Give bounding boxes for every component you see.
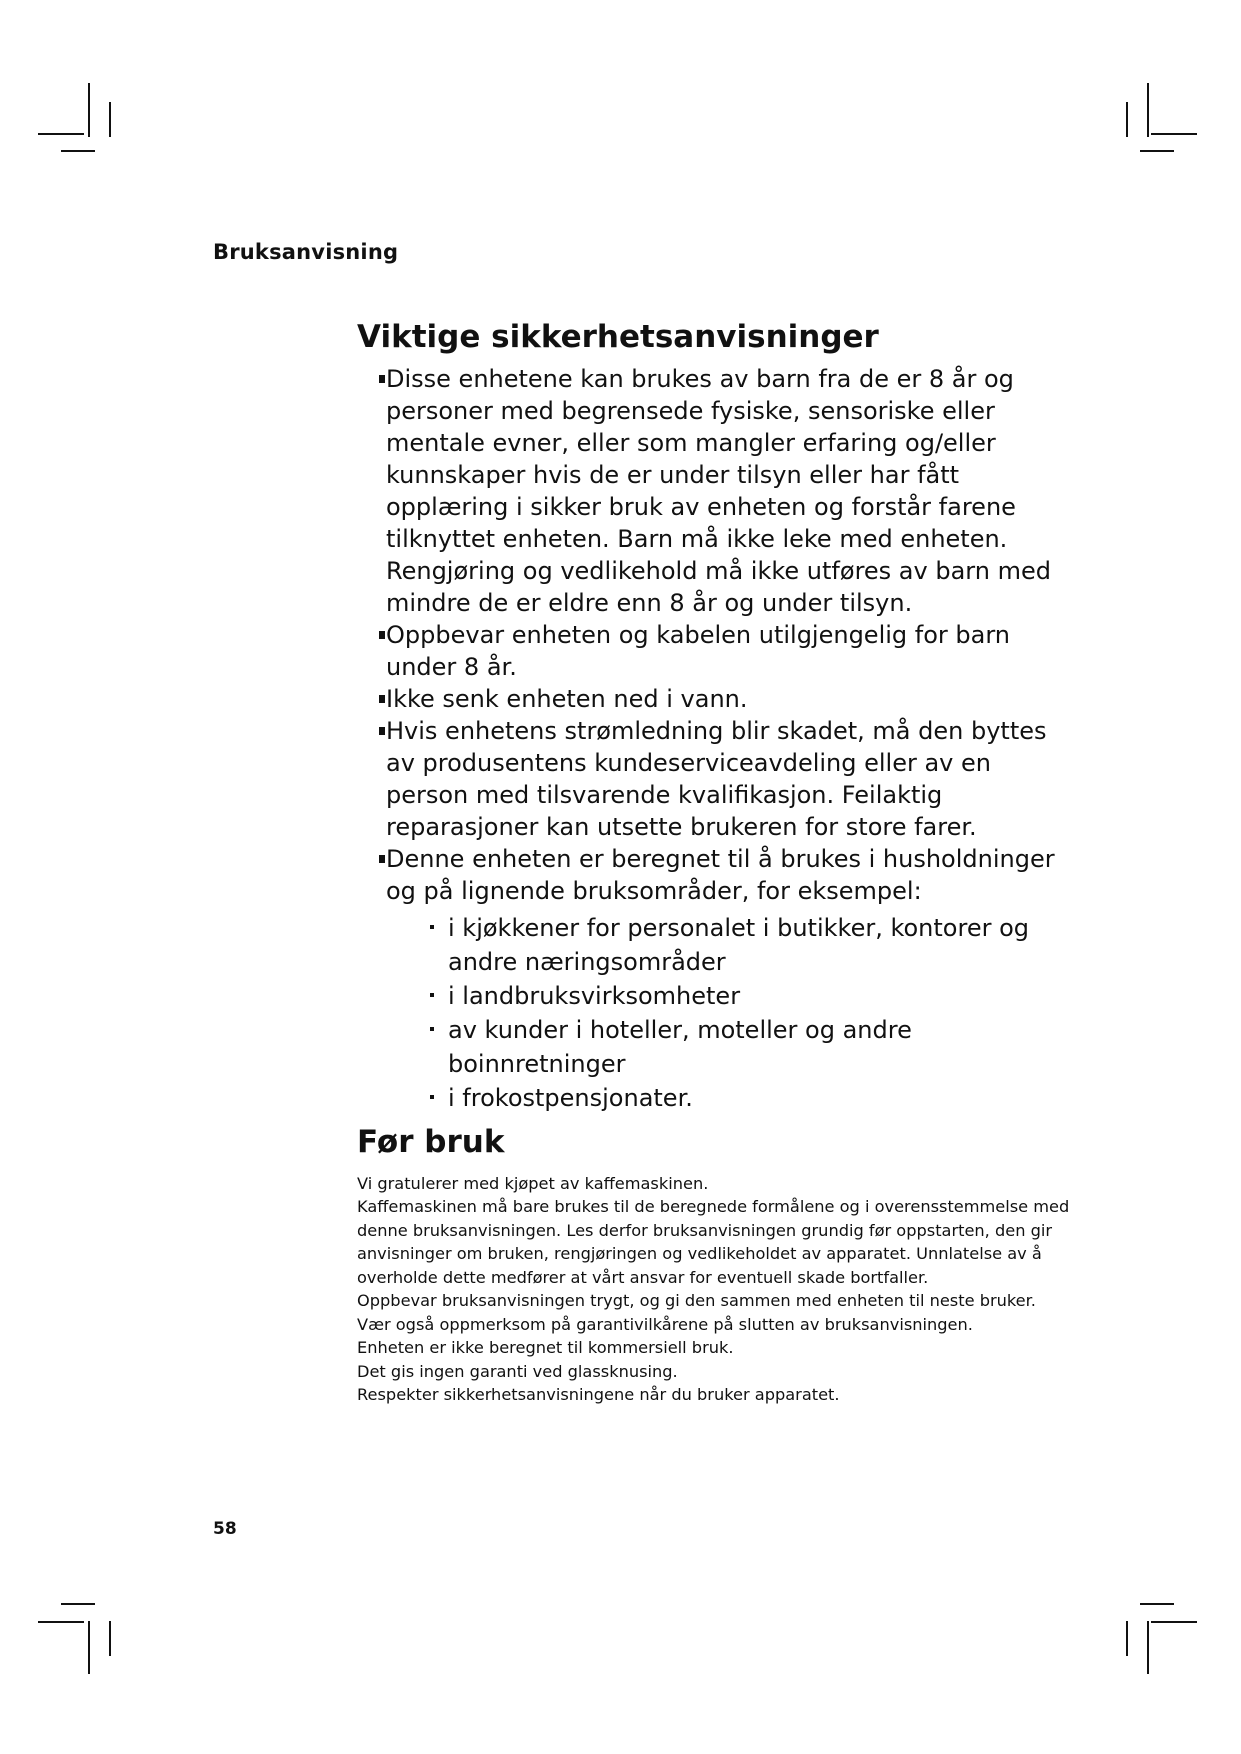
bullet-square-icon bbox=[379, 631, 385, 639]
sub-list-item: i frokostpensjonater. bbox=[386, 1081, 1077, 1115]
paragraph: Vær også oppmerksom på garantivilkårene på slutten av bruksanvisningen. bbox=[357, 1314, 973, 1334]
bullet-dot-icon bbox=[430, 925, 434, 929]
before-use-title: Før bruk bbox=[357, 1123, 505, 1160]
list-item: Oppbevar enheten og kabelen utilgjengelig for barn under 8 år. bbox=[357, 619, 1077, 683]
safety-title: Viktige sikkerhetsanvisninger bbox=[357, 319, 879, 355]
bullet-square-icon bbox=[379, 375, 385, 383]
bullet-dot-icon bbox=[430, 993, 434, 997]
safety-list bbox=[357, 363, 1077, 1115]
page-number: 58 bbox=[213, 1519, 237, 1539]
bullet-square-icon bbox=[379, 855, 385, 863]
paragraph: Enheten er ikke beregnet til kommersiell bruk. bbox=[357, 1338, 734, 1357]
paragraph: Det gis ingen garanti ved glassknusing. bbox=[357, 1361, 678, 1381]
main-content bbox=[357, 318, 1077, 1407]
bullet-dot-icon bbox=[430, 1027, 434, 1031]
sub-list-item: av kunder i hoteller, moteller og andre boinnretninger bbox=[386, 1013, 1077, 1081]
paragraph: Vi gratulerer med kjøpet av kaffemaskinen. bbox=[357, 1173, 709, 1193]
sub-list-item: i kjøkkener for personalet i butikker, kontorer og andre næringsområder bbox=[386, 911, 1077, 979]
list-item: Hvis enhetens strømledning blir skadet, må den byttes av produsentens kundeserviceavdeling eller av en person med tilsvarende kvalifikasjon. Feilaktig reparasjoner kan utsette brukeren for store farer. bbox=[357, 715, 1077, 843]
before-use-text bbox=[357, 1172, 1077, 1407]
list-item: Disse enhetene kan brukes av barn fra de er 8 år og personer med begrensede fysiske, sensoriske eller mentale evner, eller som mangler erfaring og/eller kunnskaper hvis de er under tilsyn eller har fått opplæring i sikker bruk av enheten og forstår farene tilknyttet enheten. Barn må ikke leke med enheten. Rengjøring og vedlikehold må ikke utføres av barn med mindre de er eldre enn 8 år og under tilsyn. bbox=[357, 363, 1077, 619]
list-item: Denne enheten er beregnet til å brukes i husholdninger og på lignende bruksområder, for eksempel: i kjøkkener for personalet i butikker, kontorer og andre næringsområder i landbruksvirksomheter av kunder i hoteller, moteller og andre boinnretninger i frokostpensjonater. bbox=[357, 843, 1077, 1115]
paragraph: Kaffemaskinen må bare brukes til de beregnede formålene og i overensstemmelse med denne bruksanvisningen. Les derfor bruksanvisningen grundig før oppstarten, den gir anvisninger om bruken, rengjøringen og vedlikeholdet av apparatet. Unnlatelse av å overholde dette medfører at vårt ansvar for eventuell skade bortfaller. bbox=[357, 1197, 1070, 1287]
paragraph: Respekter sikkerhetsanvisningene når du bruker apparatet. bbox=[357, 1385, 840, 1404]
list-item: Ikke senk enheten ned i vann. bbox=[357, 683, 1077, 715]
bullet-dot-icon bbox=[430, 1095, 434, 1099]
sub-list-item: i landbruksvirksomheter bbox=[386, 979, 1077, 1013]
usage-area-list bbox=[386, 911, 1077, 1115]
section-label: Bruksanvisning bbox=[213, 240, 399, 264]
bullet-square-icon bbox=[379, 695, 385, 703]
paragraph: Oppbevar bruksanvisningen trygt, og gi den sammen med enheten til neste bruker. bbox=[357, 1291, 1036, 1310]
bullet-square-icon bbox=[379, 727, 385, 735]
